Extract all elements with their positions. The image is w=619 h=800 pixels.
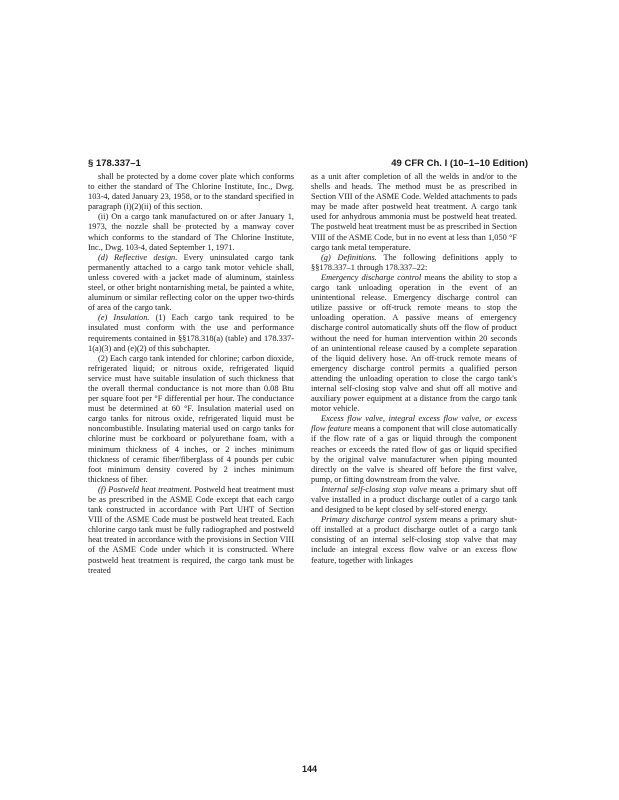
defined-term: Internal self-closing stop valve — [321, 484, 428, 494]
paragraph: as a unit after completion of all the welds in and/or to the shells and heads. The method must be as prescribed in Section VIII of the ASME Code. Welded attachments to pads may be made after postweld heat treatment. A cargo tank used for anhydrous ammonia must be postweld heat treated. The postweld heat treatment must be as prescribed in Section VIII of the ASME Code, but in no event at less than 1,050 °F cargo tank metal temperature. — [311, 172, 517, 252]
paragraph: (d) Reflective design. Every uninsulated cargo tank permanently attached to a cargo tank motor vehicle shall, unless covered with a jacket made of aluminum, stainless steel, or other bright nontarnishing metal, be painted a white, aluminum or similar reflecting color on the upper two-thirds of area of the cargo tank. — [88, 252, 294, 313]
paragraph: (g) Definitions. The following definitions apply to §§178.337–1 through 178.337–22: — [311, 252, 517, 272]
paragraph: (2) Each cargo tank intended for chlorine; carbon dioxide, refrigerated liquid; or nitrous oxide, refrigerated liquid service must have suitable insulation of such thickness that the overall thermal conductance is not more than 0.08 Btu per square foot per °F differential per hour. The conductance must be determined at 60 °F. Insulation material used on cargo tanks for nitrous oxide, refrigerated liquid must be noncombustible. Insulating material used on cargo tanks for chlorine must be corkboard or polyurethane foam, with a minimum thickness of 4 inches, or 2 inches minimum thickness of ceramic fiber/fiberglass of 4 pounds per cubic foot minimum density covered by 2 inches minimum thickness of fiber. — [88, 353, 294, 484]
cfr-citation: 49 CFR Ch. I (10–1–10 Edition) — [391, 158, 528, 169]
defined-term: Primary discharge control system — [321, 515, 437, 525]
paragraph-heading: (d) Reflective design. — [98, 252, 178, 262]
paragraph: shall be protected by a dome cover plate which conforms to either the standard of The Chlorine Institute, Inc., Dwg. 103-4, dated January 23, 1958, or to the standard specified in paragraph (i)(2)(ii) of this section. — [88, 172, 294, 212]
paragraph: (f) Postweld heat treatment. Postweld heat treatment must be as prescribed in the ASME Code except that each cargo tank constructed in accordance with Part UHT of Section VIII of the ASME Code must be postweld heat treated. Each chlorine cargo tank must be fully radiographed and postweld heat treated in accordance with the provisions in Section VIII of the ASME Code under which it is constructed. Where postweld heat treatment is required, the cargo tank must be treated — [88, 484, 294, 575]
right-column — [311, 172, 517, 566]
paragraph: Internal self-closing stop valve means a primary shut off valve installed in a product discharge outlet of a cargo tank and designed to be kept closed by self-stored energy. — [311, 484, 517, 515]
paragraph: Excess flow valve, integral excess flow valve, or excess flow feature means a component that will close automatically if the flow rate of a gas or liquid through the component reaches or exceeds the rated flow of gas or liquid specified by the original valve manufacturer when piping mounted directly on the valve is sheared off before the first valve, pump, or fitting downstream from the valve. — [311, 414, 518, 484]
paragraph-heading: (f) Postweld heat treatment. — [98, 484, 192, 494]
section-number: § 178.337–1 — [88, 158, 141, 169]
paragraph: Primary discharge control system means a primary shut-off installed at a product discharge outlet of a cargo tank consisting of an internal self-closing stop valve that may include an integral excess flow valve or an excess flow feature, together with linkages — [311, 515, 517, 565]
paragraph: (ii) On a cargo tank manufactured on or after January 1, 1973, the nozzle shall be protected by a manway cover which conforms to the standard of The Chlorine Institute, Inc., Dwg. 103-4, dated September 1, 1971. — [88, 212, 294, 252]
defined-term: Emergency discharge control — [321, 272, 422, 282]
page-number: 144 — [301, 764, 318, 774]
paragraph: (e) Insulation. (1) Each cargo tank required to be insulated must conform with the use and performance requirements contained in §§178.318(a) (table) and 178.337-1(a)(3) and (e)(2) of this subchapter. — [88, 313, 295, 353]
left-column — [88, 172, 294, 576]
defined-term: Excess flow valve, integral excess flow valve, or excess flow feature — [311, 414, 517, 434]
paragraph-heading: (g) Definitions. — [321, 252, 377, 262]
paragraph-heading: (e) Insulation. — [98, 313, 150, 323]
paragraph: Emergency discharge control means the ability to stop a cargo tank unloading operation in the event of an unintentional release. Emergency discharge control can utilize passive or off-truck remote means to stop the unloading operation. A passive means of emergency discharge control automatically shuts off the flow of product without the need for human intervention within 20 seconds of an unintentional release caused by a complete separation of the liquid delivery hose. An off-truck remote means of emergency discharge control permits a qualified person attending the unloading operation to close the cargo tank's internal self-closing stop valve and shut off all motive and auxiliary power equipment at a distance from the cargo tank motor vehicle. — [311, 272, 517, 414]
running-header — [88, 158, 528, 170]
